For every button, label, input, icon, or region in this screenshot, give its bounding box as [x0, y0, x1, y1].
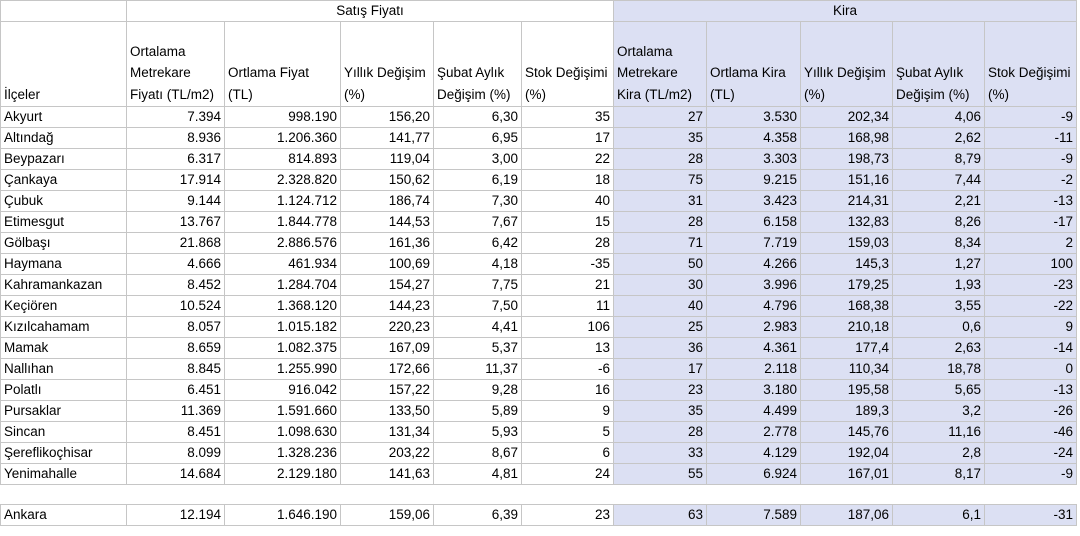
- value-cell: -35: [522, 254, 614, 275]
- value-cell: 6,95: [434, 128, 522, 149]
- value-cell: 161,36: [341, 233, 434, 254]
- value-cell: 4,18: [434, 254, 522, 275]
- district-name-cell: Sincan: [1, 422, 127, 443]
- value-cell: -11: [985, 128, 1077, 149]
- value-cell: 6,42: [434, 233, 522, 254]
- district-name-cell: Polatlı: [1, 380, 127, 401]
- value-cell: 21.868: [127, 233, 225, 254]
- value-cell: 150,62: [341, 170, 434, 191]
- value-cell: 21: [522, 275, 614, 296]
- value-cell: 40: [614, 296, 707, 317]
- column-header: Yıllık Değişim (%): [801, 22, 893, 107]
- value-cell: 6.158: [707, 212, 801, 233]
- value-cell: 1.255.990: [225, 359, 341, 380]
- value-cell: 4.361: [707, 338, 801, 359]
- value-cell: 186,74: [341, 191, 434, 212]
- value-cell: 11.369: [127, 401, 225, 422]
- value-cell: 6.924: [707, 464, 801, 485]
- value-cell: 144,53: [341, 212, 434, 233]
- value-cell: 5,65: [893, 380, 985, 401]
- value-cell: 2: [985, 233, 1077, 254]
- value-cell: 8,26: [893, 212, 985, 233]
- value-cell: 159,03: [801, 233, 893, 254]
- value-cell: 28: [614, 149, 707, 170]
- value-cell: 157,22: [341, 380, 434, 401]
- district-name-cell: Haymana: [1, 254, 127, 275]
- value-cell: 131,34: [341, 422, 434, 443]
- value-cell: 33: [614, 443, 707, 464]
- empty-cell: [801, 485, 893, 505]
- value-cell: 1.098.630: [225, 422, 341, 443]
- group-header-row: [1, 1, 1077, 22]
- empty-cell: [341, 485, 434, 505]
- table-row: [1, 233, 1077, 254]
- value-cell: 1.124.712: [225, 191, 341, 212]
- district-name-cell: Yenimahalle: [1, 464, 127, 485]
- value-cell: 17: [522, 128, 614, 149]
- value-cell: 1.206.360: [225, 128, 341, 149]
- table-row: [1, 443, 1077, 464]
- value-cell: 189,3: [801, 401, 893, 422]
- value-cell: 13: [522, 338, 614, 359]
- column-header: Ortalama Metrekare Kira (TL/m2): [614, 22, 707, 107]
- value-cell: 3.530: [707, 107, 801, 128]
- value-cell: 28: [614, 422, 707, 443]
- value-cell: 3.423: [707, 191, 801, 212]
- value-cell: 17: [614, 359, 707, 380]
- value-cell: 7,44: [893, 170, 985, 191]
- district-name-cell: Keçiören: [1, 296, 127, 317]
- value-cell: 168,98: [801, 128, 893, 149]
- value-cell: -23: [985, 275, 1077, 296]
- value-cell: 23: [522, 505, 614, 526]
- value-cell: 7,67: [434, 212, 522, 233]
- value-cell: 2.983: [707, 317, 801, 338]
- empty-corner-cell: [1, 1, 127, 22]
- table-row: [1, 107, 1077, 128]
- value-cell: 7,50: [434, 296, 522, 317]
- value-cell: 9: [522, 401, 614, 422]
- value-cell: 27: [614, 107, 707, 128]
- value-cell: 75: [614, 170, 707, 191]
- value-cell: 18,78: [893, 359, 985, 380]
- district-name-cell: Beypazarı: [1, 149, 127, 170]
- table-row: [1, 128, 1077, 149]
- value-cell: 202,34: [801, 107, 893, 128]
- value-cell: -14: [985, 338, 1077, 359]
- district-name-cell: Şereflikoçhisar: [1, 443, 127, 464]
- table-row: [1, 380, 1077, 401]
- value-cell: 8,17: [893, 464, 985, 485]
- value-cell: 203,22: [341, 443, 434, 464]
- empty-cell: [614, 485, 707, 505]
- district-name-cell: Kızılcahamam: [1, 317, 127, 338]
- value-cell: 7,30: [434, 191, 522, 212]
- value-cell: 63: [614, 505, 707, 526]
- value-cell: 5,89: [434, 401, 522, 422]
- value-cell: 198,73: [801, 149, 893, 170]
- value-cell: 461.934: [225, 254, 341, 275]
- value-cell: 22: [522, 149, 614, 170]
- value-cell: 10.524: [127, 296, 225, 317]
- column-header: Ortlama Fiyat (TL): [225, 22, 341, 107]
- value-cell: 40: [522, 191, 614, 212]
- table-row: [1, 212, 1077, 233]
- column-header-row: [1, 22, 1077, 107]
- empty-cell: [893, 485, 985, 505]
- value-cell: 3.303: [707, 149, 801, 170]
- value-cell: 28: [614, 212, 707, 233]
- value-cell: 1,93: [893, 275, 985, 296]
- value-cell: 4,41: [434, 317, 522, 338]
- value-cell: 8.057: [127, 317, 225, 338]
- value-cell: 3.180: [707, 380, 801, 401]
- value-cell: 17.914: [127, 170, 225, 191]
- value-cell: 9,28: [434, 380, 522, 401]
- value-cell: 1.591.660: [225, 401, 341, 422]
- value-cell: 35: [614, 128, 707, 149]
- district-name-cell: Altındağ: [1, 128, 127, 149]
- value-cell: 5,93: [434, 422, 522, 443]
- value-cell: 141,77: [341, 128, 434, 149]
- value-cell: -13: [985, 191, 1077, 212]
- value-cell: 2.778: [707, 422, 801, 443]
- value-cell: 4.266: [707, 254, 801, 275]
- value-cell: 35: [522, 107, 614, 128]
- table-row: [1, 275, 1077, 296]
- value-cell: 1.284.704: [225, 275, 341, 296]
- value-cell: 8.845: [127, 359, 225, 380]
- value-cell: 159,06: [341, 505, 434, 526]
- value-cell: 15: [522, 212, 614, 233]
- value-cell: 4.499: [707, 401, 801, 422]
- total-row: [1, 505, 1077, 526]
- district-name-cell: Pursaklar: [1, 401, 127, 422]
- table-row: [1, 401, 1077, 422]
- empty-cell: [434, 485, 522, 505]
- column-header: Yıllık Değişim (%): [341, 22, 434, 107]
- value-cell: 1.015.182: [225, 317, 341, 338]
- district-name-cell: Etimesgut: [1, 212, 127, 233]
- rent-group-header: Kira: [614, 1, 1077, 22]
- value-cell: 6,19: [434, 170, 522, 191]
- value-cell: 8,79: [893, 149, 985, 170]
- value-cell: 133,50: [341, 401, 434, 422]
- value-cell: 195,58: [801, 380, 893, 401]
- value-cell: 2,62: [893, 128, 985, 149]
- value-cell: 141,63: [341, 464, 434, 485]
- value-cell: 31: [614, 191, 707, 212]
- value-cell: 916.042: [225, 380, 341, 401]
- value-cell: 1,27: [893, 254, 985, 275]
- value-cell: -24: [985, 443, 1077, 464]
- district-name-cell: Çankaya: [1, 170, 127, 191]
- value-cell: 6.451: [127, 380, 225, 401]
- value-cell: -13: [985, 380, 1077, 401]
- value-cell: 0: [985, 359, 1077, 380]
- value-cell: 8.936: [127, 128, 225, 149]
- value-cell: 110,34: [801, 359, 893, 380]
- value-cell: 168,38: [801, 296, 893, 317]
- value-cell: 11,16: [893, 422, 985, 443]
- empty-cell: [985, 485, 1077, 505]
- value-cell: 23: [614, 380, 707, 401]
- value-cell: 8.452: [127, 275, 225, 296]
- value-cell: 16: [522, 380, 614, 401]
- value-cell: -31: [985, 505, 1077, 526]
- value-cell: 998.190: [225, 107, 341, 128]
- value-cell: 179,25: [801, 275, 893, 296]
- value-cell: 7,75: [434, 275, 522, 296]
- value-cell: 9.144: [127, 191, 225, 212]
- value-cell: -6: [522, 359, 614, 380]
- district-name-cell: Gölbaşı: [1, 233, 127, 254]
- table-row: [1, 317, 1077, 338]
- column-header: İlçeler: [1, 22, 127, 107]
- table-row: [1, 296, 1077, 317]
- value-cell: -9: [985, 464, 1077, 485]
- value-cell: 144,23: [341, 296, 434, 317]
- value-cell: 7.719: [707, 233, 801, 254]
- district-name-cell: Mamak: [1, 338, 127, 359]
- spacer-row: [1, 485, 1077, 505]
- value-cell: 24: [522, 464, 614, 485]
- value-cell: 7.394: [127, 107, 225, 128]
- value-cell: 0,6: [893, 317, 985, 338]
- value-cell: 71: [614, 233, 707, 254]
- value-cell: -9: [985, 107, 1077, 128]
- value-cell: 4.358: [707, 128, 801, 149]
- value-cell: 1.368.120: [225, 296, 341, 317]
- value-cell: 2.118: [707, 359, 801, 380]
- value-cell: 25: [614, 317, 707, 338]
- value-cell: 177,4: [801, 338, 893, 359]
- value-cell: 11,37: [434, 359, 522, 380]
- table-row: [1, 338, 1077, 359]
- district-name-cell: Akyurt: [1, 107, 127, 128]
- value-cell: 156,20: [341, 107, 434, 128]
- value-cell: 1.844.778: [225, 212, 341, 233]
- value-cell: 3,55: [893, 296, 985, 317]
- value-cell: 145,76: [801, 422, 893, 443]
- value-cell: 167,01: [801, 464, 893, 485]
- value-cell: 6.317: [127, 149, 225, 170]
- value-cell: 35: [614, 401, 707, 422]
- value-cell: 100: [985, 254, 1077, 275]
- value-cell: 145,3: [801, 254, 893, 275]
- value-cell: -26: [985, 401, 1077, 422]
- empty-cell: [1, 485, 127, 505]
- value-cell: 2.328.820: [225, 170, 341, 191]
- value-cell: 18: [522, 170, 614, 191]
- district-name-cell: Ankara: [1, 505, 127, 526]
- value-cell: 12.194: [127, 505, 225, 526]
- value-cell: 6,39: [434, 505, 522, 526]
- value-cell: 4.129: [707, 443, 801, 464]
- value-cell: 100,69: [341, 254, 434, 275]
- value-cell: 4,81: [434, 464, 522, 485]
- sales-group-header: Satış Fiyatı: [127, 1, 614, 22]
- value-cell: 7.589: [707, 505, 801, 526]
- value-cell: 106: [522, 317, 614, 338]
- value-cell: 2.886.576: [225, 233, 341, 254]
- value-cell: 9: [985, 317, 1077, 338]
- value-cell: 2.129.180: [225, 464, 341, 485]
- value-cell: 1.646.190: [225, 505, 341, 526]
- value-cell: 8.099: [127, 443, 225, 464]
- value-cell: 2,21: [893, 191, 985, 212]
- empty-cell: [522, 485, 614, 505]
- column-header: Şubat Aylık Değişim (%): [434, 22, 522, 107]
- value-cell: -46: [985, 422, 1077, 443]
- value-cell: 3,2: [893, 401, 985, 422]
- value-cell: 5: [522, 422, 614, 443]
- value-cell: 8.659: [127, 338, 225, 359]
- table-row: [1, 359, 1077, 380]
- column-header: Ortlama Kira (TL): [707, 22, 801, 107]
- table-row: [1, 464, 1077, 485]
- empty-cell: [707, 485, 801, 505]
- value-cell: 154,27: [341, 275, 434, 296]
- value-cell: 6,30: [434, 107, 522, 128]
- table-row: [1, 149, 1077, 170]
- value-cell: 28: [522, 233, 614, 254]
- value-cell: 132,83: [801, 212, 893, 233]
- district-name-cell: Kahramankazan: [1, 275, 127, 296]
- value-cell: 8,34: [893, 233, 985, 254]
- value-cell: 167,09: [341, 338, 434, 359]
- column-header: Ortalama Metrekare Fiyatı (TL/m2): [127, 22, 225, 107]
- table-row: [1, 191, 1077, 212]
- value-cell: 220,23: [341, 317, 434, 338]
- value-cell: 4,06: [893, 107, 985, 128]
- column-header: Şubat Aylık Değişim (%): [893, 22, 985, 107]
- value-cell: 4.796: [707, 296, 801, 317]
- value-cell: 151,16: [801, 170, 893, 191]
- value-cell: 5,37: [434, 338, 522, 359]
- value-cell: 2,63: [893, 338, 985, 359]
- value-cell: 50: [614, 254, 707, 275]
- value-cell: 1.328.236: [225, 443, 341, 464]
- value-cell: -9: [985, 149, 1077, 170]
- value-cell: 4.666: [127, 254, 225, 275]
- value-cell: 8,67: [434, 443, 522, 464]
- value-cell: 187,06: [801, 505, 893, 526]
- column-header: Stok Değişimi (%): [985, 22, 1077, 107]
- value-cell: -22: [985, 296, 1077, 317]
- value-cell: 192,04: [801, 443, 893, 464]
- value-cell: 6: [522, 443, 614, 464]
- district-name-cell: Nallıhan: [1, 359, 127, 380]
- table-row: [1, 422, 1077, 443]
- value-cell: 36: [614, 338, 707, 359]
- value-cell: 55: [614, 464, 707, 485]
- value-cell: 1.082.375: [225, 338, 341, 359]
- value-cell: -2: [985, 170, 1077, 191]
- value-cell: 172,66: [341, 359, 434, 380]
- district-name-cell: Çubuk: [1, 191, 127, 212]
- value-cell: 11: [522, 296, 614, 317]
- value-cell: 214,31: [801, 191, 893, 212]
- value-cell: 3.996: [707, 275, 801, 296]
- value-cell: -17: [985, 212, 1077, 233]
- empty-cell: [127, 485, 225, 505]
- value-cell: 119,04: [341, 149, 434, 170]
- value-cell: 3,00: [434, 149, 522, 170]
- value-cell: 6,1: [893, 505, 985, 526]
- value-cell: 13.767: [127, 212, 225, 233]
- value-cell: 814.893: [225, 149, 341, 170]
- value-cell: 14.684: [127, 464, 225, 485]
- value-cell: 9.215: [707, 170, 801, 191]
- value-cell: 2,8: [893, 443, 985, 464]
- value-cell: 8.451: [127, 422, 225, 443]
- value-cell: 210,18: [801, 317, 893, 338]
- table-row: [1, 170, 1077, 191]
- value-cell: 30: [614, 275, 707, 296]
- column-header: Stok Değişimi (%): [522, 22, 614, 107]
- table-row: [1, 254, 1077, 275]
- empty-cell: [225, 485, 341, 505]
